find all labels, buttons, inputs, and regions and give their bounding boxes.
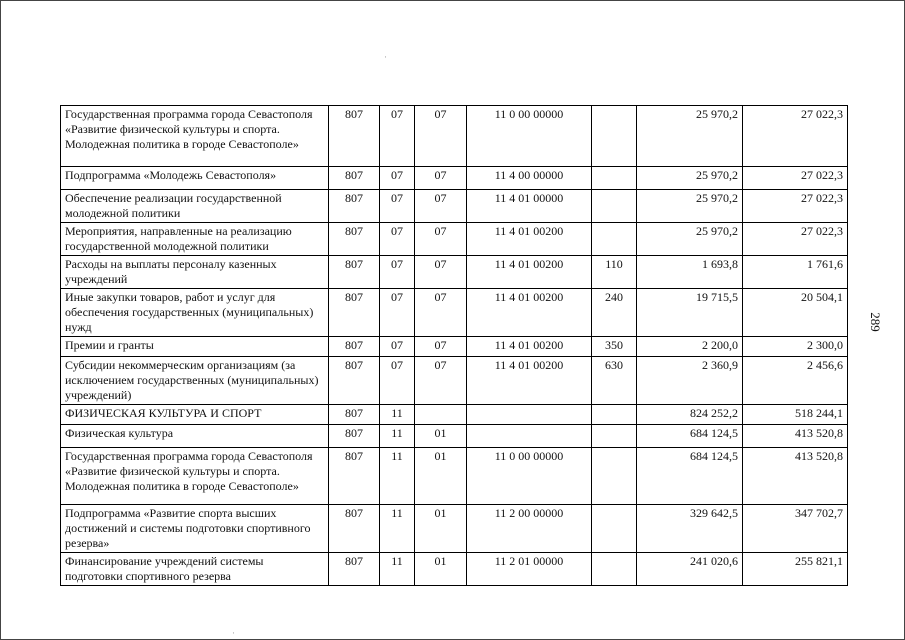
- expense-type-code-cell: [592, 167, 637, 190]
- row-name-cell: Расходы на выплаты персоналу казенных учреждений: [61, 256, 329, 289]
- ministry-code-cell: 807: [329, 106, 380, 167]
- row-name-cell: Государственная программа города Севастополя «Развитие физической культуры и спорта. Молодежная политика в городе Севастополе»: [61, 106, 329, 167]
- section-code-cell: 07: [380, 289, 415, 337]
- expense-type-code-cell: 240: [592, 289, 637, 337]
- subsection-code-cell: 01: [415, 505, 467, 553]
- ministry-code-cell: 807: [329, 505, 380, 553]
- section-code-cell: 11: [380, 425, 415, 448]
- target-article-code-cell: [467, 425, 592, 448]
- amount-year-1-cell: 684 124,5: [637, 448, 743, 505]
- table-row: [61, 337, 848, 357]
- expense-type-code-cell: [592, 425, 637, 448]
- subsection-code-cell: 01: [415, 553, 467, 586]
- ministry-code-cell: 807: [329, 223, 380, 256]
- amount-year-1-cell: 824 252,2: [637, 405, 743, 425]
- subsection-code-cell: [415, 405, 467, 425]
- section-code-cell: 11: [380, 405, 415, 425]
- subsection-code-cell: 01: [415, 425, 467, 448]
- subsection-code-cell: 07: [415, 337, 467, 357]
- amount-year-2-cell: 413 520,8: [743, 425, 848, 448]
- table-row: [61, 256, 848, 289]
- target-article-code-cell: 11 4 01 00200: [467, 337, 592, 357]
- budget-table-body: [61, 106, 848, 586]
- row-name-cell: Мероприятия, направленные на реализацию государственной молодежной политики: [61, 223, 329, 256]
- amount-year-1-cell: 241 020,6: [637, 553, 743, 586]
- expense-type-code-cell: [592, 106, 637, 167]
- section-code-cell: 07: [380, 190, 415, 223]
- table-row: [61, 357, 848, 405]
- row-name-cell: Субсидии некоммерческим организациям (за исключением государственных (муниципальных) учреждений): [61, 357, 329, 405]
- ministry-code-cell: 807: [329, 448, 380, 505]
- section-code-cell: 11: [380, 505, 415, 553]
- target-article-code-cell: 11 0 00 00000: [467, 448, 592, 505]
- amount-year-1-cell: 329 642,5: [637, 505, 743, 553]
- ministry-code-cell: 807: [329, 190, 380, 223]
- amount-year-1-cell: 25 970,2: [637, 167, 743, 190]
- ministry-code-cell: 807: [329, 357, 380, 405]
- expense-type-code-cell: [592, 190, 637, 223]
- target-article-code-cell: 11 4 01 00200: [467, 289, 592, 337]
- table-row: [61, 505, 848, 553]
- amount-year-2-cell: 27 022,3: [743, 190, 848, 223]
- target-article-code-cell: 11 2 01 00000: [467, 553, 592, 586]
- target-article-code-cell: 11 0 00 00000: [467, 106, 592, 167]
- table-row: [61, 167, 848, 190]
- row-name-cell: Премии и гранты: [61, 337, 329, 357]
- section-code-cell: 07: [380, 256, 415, 289]
- expense-type-code-cell: 110: [592, 256, 637, 289]
- target-article-code-cell: 11 2 00 00000: [467, 505, 592, 553]
- row-name-cell: Финансирование учреждений системы подготовки спортивного резерва: [61, 553, 329, 586]
- target-article-code-cell: 11 4 01 00200: [467, 223, 592, 256]
- amount-year-2-cell: 347 702,7: [743, 505, 848, 553]
- amount-year-2-cell: 518 244,1: [743, 405, 848, 425]
- section-code-cell: 07: [380, 167, 415, 190]
- amount-year-2-cell: 255 821,1: [743, 553, 848, 586]
- row-name-cell: Государственная программа города Севастополя «Развитие физической культуры и спорта. Молодежная политика в городе Севастополе»: [61, 448, 329, 505]
- amount-year-1-cell: 25 970,2: [637, 223, 743, 256]
- ministry-code-cell: 807: [329, 553, 380, 586]
- amount-year-1-cell: 2 360,9: [637, 357, 743, 405]
- row-name-cell: ФИЗИЧЕСКАЯ КУЛЬТУРА И СПОРТ: [61, 405, 329, 425]
- amount-year-1-cell: 1 693,8: [637, 256, 743, 289]
- subsection-code-cell: 07: [415, 190, 467, 223]
- budget-table: [60, 105, 848, 586]
- section-code-cell: 07: [380, 337, 415, 357]
- expense-type-code-cell: [592, 505, 637, 553]
- table-row: [61, 405, 848, 425]
- amount-year-2-cell: 27 022,3: [743, 167, 848, 190]
- table-row: [61, 223, 848, 256]
- table-row: [61, 553, 848, 586]
- section-code-cell: 07: [380, 357, 415, 405]
- row-name-cell: Подпрограмма «Развитие спорта высших достижений и системы подготовки спортивного резерва»: [61, 505, 329, 553]
- amount-year-1-cell: 684 124,5: [637, 425, 743, 448]
- amount-year-1-cell: 19 715,5: [637, 289, 743, 337]
- table-row: [61, 289, 848, 337]
- scan-speck: ·: [384, 52, 387, 62]
- table-row: [61, 448, 848, 505]
- target-article-code-cell: 11 4 01 00000: [467, 190, 592, 223]
- target-article-code-cell: 11 4 01 00200: [467, 357, 592, 405]
- amount-year-1-cell: 25 970,2: [637, 190, 743, 223]
- row-name-cell: Иные закупки товаров, работ и услуг для обеспечения государственных (муниципальных) нужд: [61, 289, 329, 337]
- subsection-code-cell: 07: [415, 167, 467, 190]
- target-article-code-cell: 11 4 01 00200: [467, 256, 592, 289]
- expense-type-code-cell: [592, 448, 637, 505]
- target-article-code-cell: 11 4 00 00000: [467, 167, 592, 190]
- amount-year-2-cell: 2 300,0: [743, 337, 848, 357]
- section-code-cell: 07: [380, 223, 415, 256]
- page-number: 289: [868, 312, 883, 332]
- amount-year-2-cell: 27 022,3: [743, 223, 848, 256]
- table-row: [61, 190, 848, 223]
- row-name-cell: Обеспечение реализации государственной молодежной политики: [61, 190, 329, 223]
- amount-year-2-cell: 27 022,3: [743, 106, 848, 167]
- section-code-cell: 11: [380, 553, 415, 586]
- row-name-cell: Физическая культура: [61, 425, 329, 448]
- amount-year-2-cell: 20 504,1: [743, 289, 848, 337]
- subsection-code-cell: 07: [415, 223, 467, 256]
- section-code-cell: 07: [380, 106, 415, 167]
- amount-year-1-cell: 25 970,2: [637, 106, 743, 167]
- expense-type-code-cell: [592, 553, 637, 586]
- expense-type-code-cell: 350: [592, 337, 637, 357]
- expense-type-code-cell: [592, 405, 637, 425]
- ministry-code-cell: 807: [329, 167, 380, 190]
- row-name-cell: Подпрограмма «Молодежь Севастополя»: [61, 167, 329, 190]
- expense-type-code-cell: 630: [592, 357, 637, 405]
- ministry-code-cell: 807: [329, 425, 380, 448]
- subsection-code-cell: 07: [415, 289, 467, 337]
- ministry-code-cell: 807: [329, 337, 380, 357]
- expense-type-code-cell: [592, 223, 637, 256]
- section-code-cell: 11: [380, 448, 415, 505]
- subsection-code-cell: 07: [415, 357, 467, 405]
- amount-year-1-cell: 2 200,0: [637, 337, 743, 357]
- ministry-code-cell: 807: [329, 256, 380, 289]
- subsection-code-cell: 01: [415, 448, 467, 505]
- subsection-code-cell: 07: [415, 106, 467, 167]
- target-article-code-cell: [467, 405, 592, 425]
- ministry-code-cell: 807: [329, 405, 380, 425]
- amount-year-2-cell: 2 456,6: [743, 357, 848, 405]
- ministry-code-cell: 807: [329, 289, 380, 337]
- subsection-code-cell: 07: [415, 256, 467, 289]
- amount-year-2-cell: 1 761,6: [743, 256, 848, 289]
- table-row: [61, 425, 848, 448]
- table-row: [61, 106, 848, 167]
- scan-speck: ·: [232, 628, 235, 638]
- amount-year-2-cell: 413 520,8: [743, 448, 848, 505]
